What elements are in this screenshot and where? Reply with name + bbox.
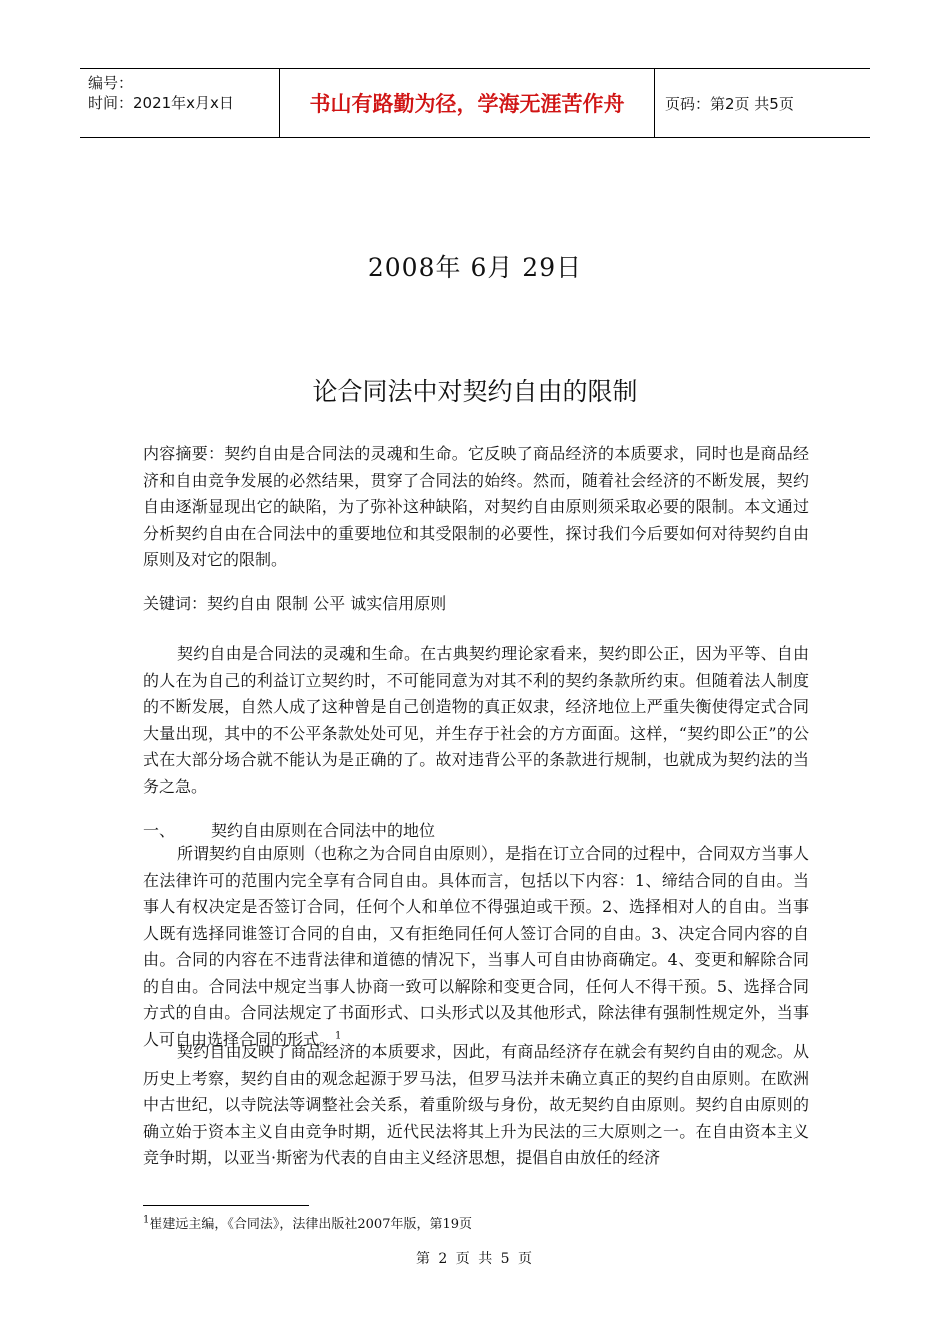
header-meta <box>80 69 280 137</box>
footnote-mark: 1 <box>143 1214 150 1226</box>
document-header <box>80 68 870 138</box>
keywords-line: 关键词：契约自由 限制 公平 诚实信用原则 <box>143 594 447 613</box>
footnote-text: 崔建远主编，《合同法》，法律出版社2007年版，第19页 <box>149 1217 473 1232</box>
section-number: 一、 <box>143 821 176 840</box>
footnote-reference[interactable]: 1 <box>335 1030 342 1042</box>
header-motto: 书山有路勤为径，学海无涯苦作舟 <box>280 69 655 137</box>
intro-paragraph: 契约自由是合同法的灵魂和生命。在古典契约理论家看来，契约即公正，因为平等、自由的人在为自己的利益订立契约时，不可能同意为对其不利的契约条款所约束。但随着法人制度的不断发展，自然人成了这种曾是自己创造物的真正奴隶，经济地位上严重失衡使得定式合同大量出现，其中的不公平条款处处可见，并生存于社会的方方面面。这样，“契约即公正”的公式在大部分场合就不能认为是正确的了。故对违背公平的条款进行规制，也就成为契约法的当务之急。 <box>143 644 809 796</box>
header-number-label: 编号： <box>88 74 134 92</box>
header-page-label: 页码：第2页 共5页 <box>665 94 794 113</box>
section-paragraph-1 <box>143 841 809 1053</box>
page-footer: 第 2 页 共 5 页 <box>415 1251 535 1267</box>
footnote-divider <box>143 1205 309 1206</box>
abstract-paragraph: 内容摘要：契约自由是合同法的灵魂和生命。它反映了商品经济的本质要求，同时也是商品经济和自由竞争发展的必然结果，贯穿了合同法的始终。然而，随着社会经济的不断发展，契约自由逐渐显现出它的缺陷，为了弥补这种缺陷，对契约自由原则须采取必要的限制。本文通过分析契约自由在合同法中的重要地位和其受限制的必要性，探讨我们今后要如何对待契约自由原则及对它的限制。 <box>143 444 809 569</box>
document-date: 2008年 6月 29日 <box>367 253 583 282</box>
section-paragraph-2: 契约自由反映了商品经济的本质要求，因此，有商品经济存在就会有契约自由的观念。从历史上考察，契约自由的观念起源于罗马法，但罗马法并未确立真正的契约自由原则。在欧洲中古世纪，以寺院法等调整社会关系，着重阶级与身份，故无契约自由原则。契约自由原则的确立始于资本主义自由竞争时期，近代民法将其上升为民法的三大原则之一。在自由资本主义竞争时期，以亚当·斯密为代表的自由主义经济思想，提倡自由放任的经济 <box>143 1042 809 1167</box>
footnote <box>143 1213 472 1232</box>
document-title: 论合同法中对契约自由的限制 <box>312 377 638 406</box>
section-heading <box>143 818 435 841</box>
section-title: 契约自由原则在合同法中的地位 <box>211 821 436 840</box>
header-time-label: 时间：2021年x月x日 <box>88 94 234 112</box>
section-paragraph-1-text: 所谓契约自由原则（也称之为合同自由原则），是指在订立合同的过程中，合同双方当事人在法律许可的范围内完全享有合同自由。具体而言，包括以下内容：1、缔结合同的自由。当事人有权决定是否签订合同，任何个人和单位不得强迫或干预。2、选择相对人的自由。当事人既有选择同谁签订合同的自由，又有拒绝同任何人签订合同的自由。3、决定合同内容的自由。合同的内容在不违背法律和道德的情况下，当事人可自由协商确定。4、变更和解除合同的自由。合同法中规定当事人协商一致可以解除和变更合同，任何人不得干预。5、选择合同方式的自由。合同法规定了书面形式、口头形式以及其他形式，除法律有强制性规定外，当事人可自由选择合同的形式。 <box>143 844 810 1049</box>
